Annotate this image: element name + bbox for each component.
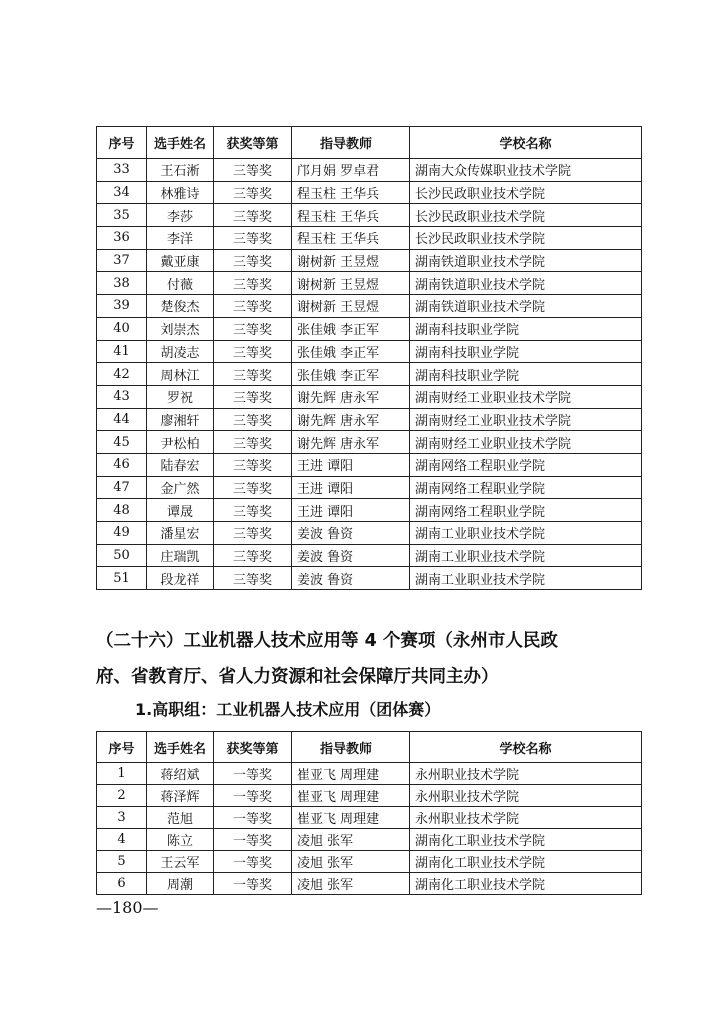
cell-index: 51 xyxy=(97,567,147,590)
header-award: 获奖等第 xyxy=(214,127,292,159)
cell-index: 42 xyxy=(97,363,147,386)
cell-index: 43 xyxy=(97,385,147,408)
cell-award: 一等奖 xyxy=(214,829,292,851)
table-row xyxy=(97,785,642,807)
header-teachers: 指导教师 xyxy=(292,127,410,159)
cell-teachers: 崔亚飞 周理建 xyxy=(292,807,410,829)
cell-award: 三等奖 xyxy=(214,159,292,182)
cell-teachers: 邝月娟 罗卓君 xyxy=(292,159,410,182)
table-row xyxy=(97,408,642,431)
cell-index: 45 xyxy=(97,431,147,454)
cell-index: 39 xyxy=(97,295,147,318)
table-row xyxy=(97,851,642,873)
table-header-row xyxy=(97,732,642,763)
table-row xyxy=(97,499,642,522)
cell-award: 三等奖 xyxy=(214,453,292,476)
cell-index: 47 xyxy=(97,476,147,499)
cell-index: 49 xyxy=(97,522,147,545)
cell-teachers: 张佳娥 李正军 xyxy=(292,340,410,363)
cell-teachers: 张佳娥 李正军 xyxy=(292,363,410,386)
header-school: 学校名称 xyxy=(410,732,642,763)
header-index: 序号 xyxy=(97,127,147,159)
header-school: 学校名称 xyxy=(410,127,642,159)
cell-school: 永州职业技术学院 xyxy=(410,807,642,829)
cell-school: 湖南化工职业技术学院 xyxy=(410,829,642,851)
cell-index: 6 xyxy=(97,873,147,895)
table-row xyxy=(97,385,642,408)
cell-teachers: 凌旭 张军 xyxy=(292,873,410,895)
cell-school: 长沙民政职业技术学院 xyxy=(410,204,642,227)
table-row xyxy=(97,249,642,272)
cell-school: 湖南化工职业技术学院 xyxy=(410,851,642,873)
cell-name: 周潮 xyxy=(147,873,214,895)
cell-name: 庄瑞凯 xyxy=(147,544,214,567)
cell-award: 三等奖 xyxy=(214,295,292,318)
cell-award: 一等奖 xyxy=(214,873,292,895)
cell-teachers: 王进 谭阳 xyxy=(292,453,410,476)
cell-index: 50 xyxy=(97,544,147,567)
cell-teachers: 程玉柱 王华兵 xyxy=(292,204,410,227)
section-heading-line-1: （二十六）工业机器人技术应用等 4 个赛项（永州市人民政 xyxy=(96,631,558,651)
cell-index: 38 xyxy=(97,272,147,295)
cell-name: 胡凌志 xyxy=(147,340,214,363)
cell-school: 湖南网络工程职业学院 xyxy=(410,499,642,522)
cell-school: 长沙民政职业技术学院 xyxy=(410,227,642,250)
cell-index: 46 xyxy=(97,453,147,476)
cell-teachers: 谢树新 王昱煜 xyxy=(292,272,410,295)
cell-name: 廖湘轩 xyxy=(147,408,214,431)
cell-school: 永州职业技术学院 xyxy=(410,763,642,785)
cell-school: 湖南财经工业职业技术学院 xyxy=(410,385,642,408)
cell-school: 湖南工业职业技术学院 xyxy=(410,544,642,567)
cell-index: 48 xyxy=(97,499,147,522)
cell-award: 三等奖 xyxy=(214,340,292,363)
table-row xyxy=(97,763,642,785)
cell-school: 湖南财经工业职业技术学院 xyxy=(410,431,642,454)
cell-school: 湖南铁道职业技术学院 xyxy=(410,249,642,272)
cell-name: 王石淅 xyxy=(147,159,214,182)
award-table-continued xyxy=(96,126,642,590)
cell-award: 三等奖 xyxy=(214,522,292,545)
table-row xyxy=(97,227,642,250)
cell-index: 41 xyxy=(97,340,147,363)
cell-name: 刘崇杰 xyxy=(147,317,214,340)
cell-teachers: 程玉柱 王华兵 xyxy=(292,181,410,204)
cell-name: 林雅诗 xyxy=(147,181,214,204)
table-row xyxy=(97,204,642,227)
page-number: —180— xyxy=(96,898,159,917)
cell-teachers: 王进 谭阳 xyxy=(292,499,410,522)
cell-index: 4 xyxy=(97,829,147,851)
cell-school: 湖南财经工业职业技术学院 xyxy=(410,408,642,431)
cell-award: 一等奖 xyxy=(214,763,292,785)
cell-teachers: 崔亚飞 周理建 xyxy=(292,785,410,807)
cell-teachers: 程玉柱 王华兵 xyxy=(292,227,410,250)
cell-teachers: 姜波 鲁资 xyxy=(292,522,410,545)
cell-name: 戴亚康 xyxy=(147,249,214,272)
cell-school: 湖南科技职业学院 xyxy=(410,340,642,363)
cell-name: 范旭 xyxy=(147,807,214,829)
cell-award: 三等奖 xyxy=(214,317,292,340)
cell-award: 一等奖 xyxy=(214,807,292,829)
cell-teachers: 姜波 鲁资 xyxy=(292,567,410,590)
table-row xyxy=(97,317,642,340)
cell-award: 三等奖 xyxy=(214,544,292,567)
cell-name: 李莎 xyxy=(147,204,214,227)
cell-school: 湖南工业职业技术学院 xyxy=(410,567,642,590)
table-row xyxy=(97,181,642,204)
cell-award: 三等奖 xyxy=(214,272,292,295)
subsection-title: 1.高职组：工业机器人技术应用（团体赛） xyxy=(135,700,441,719)
cell-name: 陈立 xyxy=(147,829,214,851)
table-row xyxy=(97,363,642,386)
cell-teachers: 王进 谭阳 xyxy=(292,476,410,499)
cell-school: 湖南铁道职业技术学院 xyxy=(410,272,642,295)
cell-teachers: 谢先辉 唐永军 xyxy=(292,408,410,431)
cell-award: 三等奖 xyxy=(214,408,292,431)
table-row xyxy=(97,807,642,829)
cell-name: 尹松柏 xyxy=(147,431,214,454)
cell-teachers: 凌旭 张军 xyxy=(292,829,410,851)
cell-index: 36 xyxy=(97,227,147,250)
cell-school: 湖南科技职业学院 xyxy=(410,317,642,340)
cell-teachers: 姜波 鲁资 xyxy=(292,544,410,567)
table-header-row xyxy=(97,127,642,159)
cell-award: 三等奖 xyxy=(214,476,292,499)
cell-school: 永州职业技术学院 xyxy=(410,785,642,807)
cell-index: 5 xyxy=(97,851,147,873)
cell-teachers: 凌旭 张军 xyxy=(292,851,410,873)
cell-index: 44 xyxy=(97,408,147,431)
cell-school: 湖南网络工程职业学院 xyxy=(410,453,642,476)
table-row xyxy=(97,295,642,318)
table-row xyxy=(97,567,642,590)
cell-name: 周林江 xyxy=(147,363,214,386)
cell-index: 3 xyxy=(97,807,147,829)
cell-name: 金广然 xyxy=(147,476,214,499)
cell-index: 33 xyxy=(97,159,147,182)
award-table-robotics xyxy=(96,731,642,895)
cell-teachers: 崔亚飞 周理建 xyxy=(292,763,410,785)
table-row xyxy=(97,829,642,851)
table-row xyxy=(97,431,642,454)
cell-award: 三等奖 xyxy=(214,499,292,522)
cell-teachers: 张佳娥 李正军 xyxy=(292,317,410,340)
table-row xyxy=(97,476,642,499)
cell-award: 一等奖 xyxy=(214,785,292,807)
cell-index: 37 xyxy=(97,249,147,272)
cell-award: 三等奖 xyxy=(214,181,292,204)
cell-name: 王云军 xyxy=(147,851,214,873)
cell-name: 罗祝 xyxy=(147,385,214,408)
cell-school: 湖南工业职业技术学院 xyxy=(410,522,642,545)
cell-school: 湖南铁道职业技术学院 xyxy=(410,295,642,318)
cell-name: 付薇 xyxy=(147,272,214,295)
header-teachers: 指导教师 xyxy=(292,732,410,763)
cell-award: 三等奖 xyxy=(214,204,292,227)
cell-award: 三等奖 xyxy=(214,249,292,272)
cell-name: 蒋泽辉 xyxy=(147,785,214,807)
section-heading-line-2: 府、省教育厅、省人力资源和社会保障厅共同主办） xyxy=(96,667,499,687)
cell-award: 三等奖 xyxy=(214,431,292,454)
cell-school: 长沙民政职业技术学院 xyxy=(410,181,642,204)
cell-award: 三等奖 xyxy=(214,227,292,250)
header-index: 序号 xyxy=(97,732,147,763)
cell-award: 三等奖 xyxy=(214,385,292,408)
cell-award: 三等奖 xyxy=(214,363,292,386)
cell-name: 段龙祥 xyxy=(147,567,214,590)
table-row xyxy=(97,272,642,295)
cell-index: 2 xyxy=(97,785,147,807)
table-row xyxy=(97,522,642,545)
cell-name: 楚俊杰 xyxy=(147,295,214,318)
table-row xyxy=(97,873,642,895)
cell-school: 湖南大众传媒职业技术学院 xyxy=(410,159,642,182)
table-row xyxy=(97,159,642,182)
cell-award: 一等奖 xyxy=(214,851,292,873)
cell-name: 潘星宏 xyxy=(147,522,214,545)
cell-teachers: 谢先辉 唐永军 xyxy=(292,385,410,408)
cell-index: 34 xyxy=(97,181,147,204)
table-row xyxy=(97,453,642,476)
cell-name: 谭晟 xyxy=(147,499,214,522)
header-name: 选手姓名 xyxy=(147,127,214,159)
cell-name: 陆春宏 xyxy=(147,453,214,476)
cell-index: 35 xyxy=(97,204,147,227)
cell-name: 李洋 xyxy=(147,227,214,250)
cell-name: 蒋绍斌 xyxy=(147,763,214,785)
cell-school: 湖南科技职业学院 xyxy=(410,363,642,386)
cell-award: 三等奖 xyxy=(214,567,292,590)
cell-school: 湖南化工职业技术学院 xyxy=(410,873,642,895)
header-award: 获奖等第 xyxy=(214,732,292,763)
table-row xyxy=(97,544,642,567)
table-row xyxy=(97,340,642,363)
cell-index: 1 xyxy=(97,763,147,785)
cell-school: 湖南网络工程职业学院 xyxy=(410,476,642,499)
cell-teachers: 谢树新 王昱煜 xyxy=(292,295,410,318)
header-name: 选手姓名 xyxy=(147,732,214,763)
cell-teachers: 谢先辉 唐永军 xyxy=(292,431,410,454)
cell-teachers: 谢树新 王昱煜 xyxy=(292,249,410,272)
cell-index: 40 xyxy=(97,317,147,340)
